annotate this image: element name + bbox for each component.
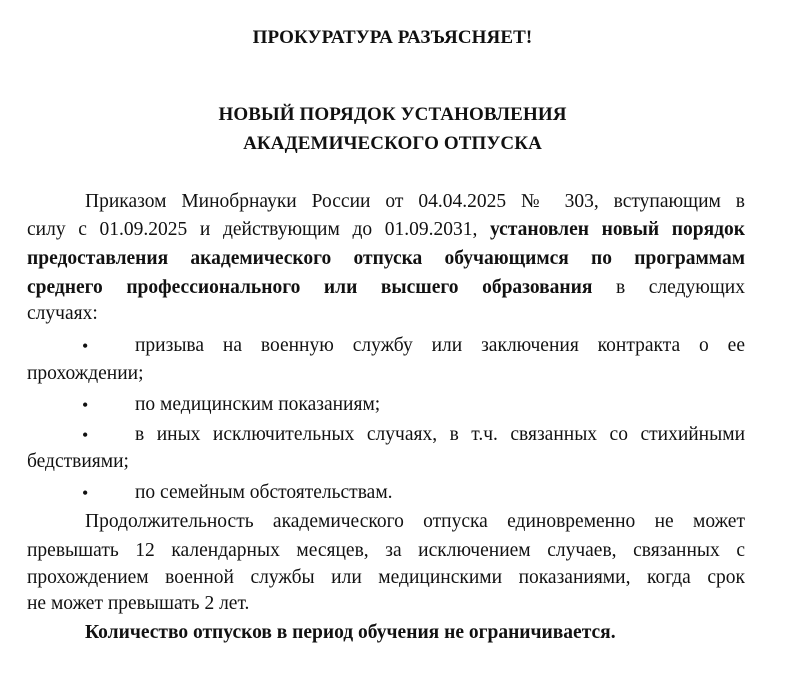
duration-line-1: Продолжительность академического отпуска единовременно не может: [85, 511, 745, 532]
intro-line-3: предоставления академического отпуска обучающимся по программам: [27, 248, 745, 269]
bullet-item-1-line-2: прохождении;: [27, 363, 144, 384]
bullet-marker-1: •: [82, 336, 89, 356]
intro-line-4-emphasis: среднего профессионального или высшего образования: [27, 277, 593, 298]
closing-statement: [85, 619, 745, 647]
intro-line-2-text: силу с 01.09.2025 и действующим до 01.09.2031,: [27, 219, 491, 240]
closing-statement-text: Количество отпусков в период обучения не ограничивается: [85, 622, 611, 643]
closing-statement-period: .: [610, 622, 616, 643]
duration-line-2: превышать 12 календарных месяцев, за исключением случаев, связанных с: [27, 540, 745, 561]
bullet-marker-2: •: [82, 395, 89, 415]
duration-line-3: прохождением военной службы или медицинскими показаниями, когда срок: [27, 567, 745, 588]
bullet-marker-3: •: [82, 425, 89, 445]
document-subtitle-line-1: НОВЫЙ ПОРЯДОК УСТАНОВЛЕНИЯ: [218, 104, 567, 125]
bullet-marker-4: •: [82, 483, 89, 503]
bullet-item-4: по семейным обстоятельствам.: [135, 482, 393, 503]
intro-line-4: [27, 274, 745, 302]
bullet-item-2: по медицинским показаниям;: [135, 394, 381, 415]
document-header-title: ПРОКУРАТУРА РАЗЪЯСНЯЕТ!: [252, 27, 533, 48]
intro-line-1: Приказом Минобрнауки России от 04.04.2025 № 303, вступающим в: [85, 191, 745, 212]
intro-line-2: [27, 216, 745, 244]
bullet-item-3-line-1: в иных исключительных случаях, в т.ч. связанных со стихийными: [135, 424, 745, 445]
bullet-item-3-line-2: бедствиями;: [27, 451, 129, 472]
document-subtitle-line-2: АКАДЕМИЧЕСКОГО ОТПУСКА: [243, 133, 542, 154]
duration-line-4: не может превышать 2 лет.: [27, 593, 250, 614]
intro-line-2-emphasis: установлен новый порядок: [490, 219, 746, 240]
intro-line-4-text: в следующих: [592, 277, 745, 298]
intro-line-5: случаях:: [27, 303, 98, 324]
bullet-item-1-line-1: призыва на военную службу или заключения контракта о ее: [135, 335, 745, 356]
